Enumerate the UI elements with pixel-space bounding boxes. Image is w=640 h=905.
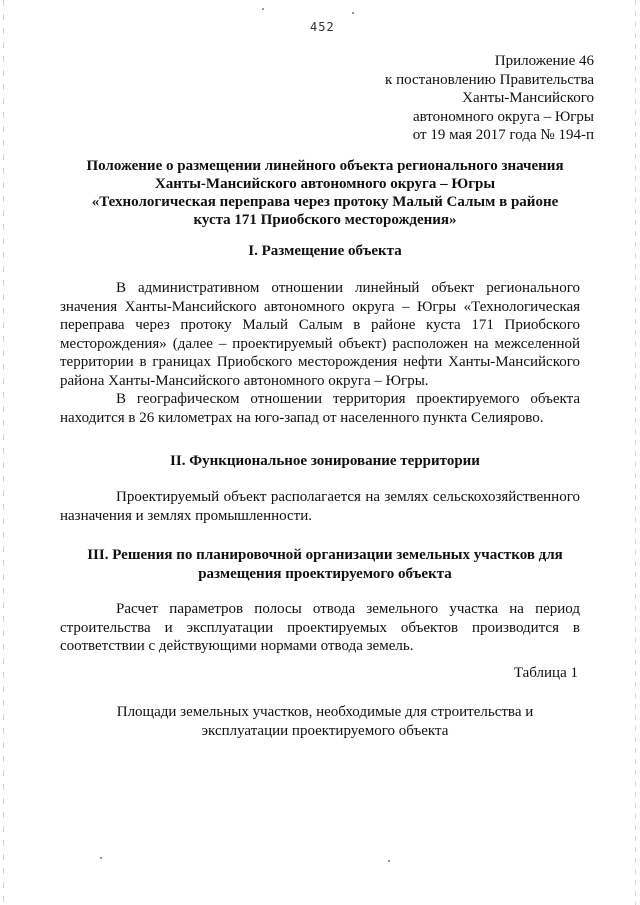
scan-edge-left <box>3 0 4 905</box>
scan-speck <box>388 860 390 862</box>
scan-speck <box>100 857 102 859</box>
appendix-line: Ханты-Мансийского <box>462 90 594 106</box>
title-line: Положение о размещении линейного объекта регионального значения <box>86 158 564 174</box>
table-caption <box>60 703 590 740</box>
appendix-line: Приложение 46 <box>494 53 594 69</box>
section3-body <box>60 600 580 656</box>
paragraph: Проектируемый объект располагается на землях сельскохозяйственного назначения и землях промышленности. <box>60 489 580 524</box>
heading-line: размещения проектируемого объекта <box>198 565 452 582</box>
scan-speck <box>262 8 264 10</box>
title-line: Ханты-Мансийского автономного округа – Югры <box>154 176 496 192</box>
paragraph: В географическом отношении территория проектируемого объекта находится в 26 километрах на юго-запад от населенного пункта Селиярово. <box>60 391 580 426</box>
caption-line: Площади земельных участков, необходимые для строительства и <box>116 704 534 720</box>
title-line: куста 171 Приобского месторождения» <box>193 212 457 228</box>
table-label: Таблица 1 <box>513 665 578 681</box>
appendix-line: к постановлению Правительства <box>385 71 594 88</box>
page-number: 452 <box>310 20 335 34</box>
caption-line: эксплуатации проектируемого объекта <box>201 722 449 739</box>
scan-speck <box>352 12 354 14</box>
scan-edge-right <box>635 0 636 905</box>
heading-line: III. Решения по планировочной организации земельных участков для <box>87 547 563 563</box>
appendix-line: автономного округа – Югры <box>412 108 594 125</box>
section-heading: II. Функциональное зонирование территории <box>170 453 480 469</box>
section2-body <box>60 488 580 525</box>
appendix-line: от 19 мая 2017 года № 194-п <box>412 127 594 143</box>
paragraph: Расчет параметров полосы отвода земельного участка на период строительства и эксплуатации проектируемых объектов производится в соответствии с действующими нормами отвода земель. <box>60 601 580 654</box>
document-title <box>60 157 590 229</box>
section-heading: I. Размещение объекта <box>248 243 402 259</box>
title-line: «Технологическая переправа через протоку Малый Салым в районе <box>91 194 559 210</box>
paragraph: В административном отношении линейный объект регионального значения Ханты-Мансийского автономного округа – Югры «Технологическая переправа через протоку Малый Салым в районе куста 171 Приобского месторождения» (далее – проектируемый объект) расположен на межселенной территории в границах Приобского месторождения нефти Ханты-Мансийского района Ханты-Мансийского автономного округа – Югры. <box>60 280 580 389</box>
section1-body <box>60 279 580 427</box>
appendix-block <box>385 52 594 145</box>
section-heading <box>60 546 590 583</box>
